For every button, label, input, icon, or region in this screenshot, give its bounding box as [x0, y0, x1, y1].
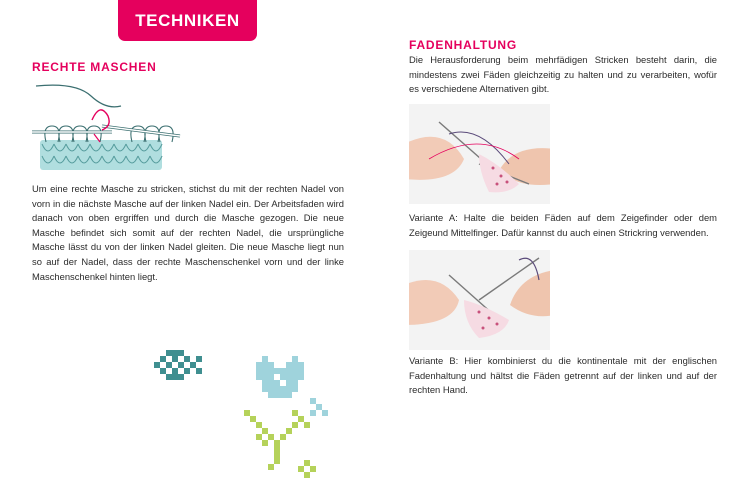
flower-motif [238, 352, 338, 482]
knit-stitch-heading: RECHTE MASCHEN [32, 60, 157, 74]
yarn-holding-intro: Die Herausforderung beim mehrfädigen Stricken besteht darin, die mindestens zwei Fäden gleichzeitig zu halten und zu verarbeiten, wofür es verschiedene Alternativen gibt. [409, 54, 717, 95]
knit-stitch-paragraph: Um eine rechte Masche zu stricken, stichst du mit der rechten Nadel von vorn in die nächste Masche auf der linken Nadel ein. Der Arbeitsfaden wird danach von oben ergriffen und durch die Masche gezogen. Die neue Masche befindet sich somit auf der rechten Nadel, die ursprüngliche Masche lässt du von der linken Nadel gleiten. Die neue Masche liegt nun so auf der Nadel, dass der rechte Maschenschenkel vorn und der linke Maschenschenkel hinten liegt. [32, 183, 344, 282]
yarn-holding-heading: FADENHALTUNG [409, 38, 518, 52]
fish-motif [150, 350, 210, 384]
variant-a-photo [409, 104, 550, 204]
section-tab: TECHNIKEN [118, 0, 257, 41]
variant-a-text: Variante A: Halte die beiden Fäden auf dem Zeigefinder oder dem Zeigeund Mittelfinger. Dafür kannst du auch einen Strickring verwenden. [409, 212, 717, 238]
variant-b-text: Variante B: Hier kombinierst du die kontinentale mit der englischen Fadenhaltung und hältst die Fäden getrennt auf der linken und auf der rechten Hand. [409, 355, 717, 396]
variant-b-photo [409, 250, 550, 350]
knit-stitch-diagram [32, 84, 182, 174]
